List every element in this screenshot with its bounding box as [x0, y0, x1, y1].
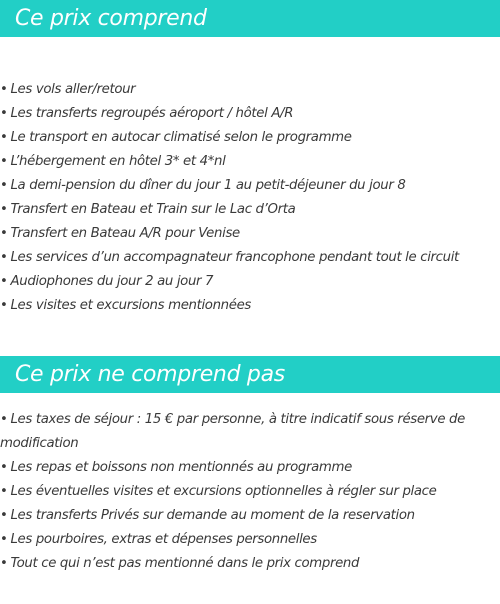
- list-item-text: Les éventuelles visites et excursions optionnelles à régler sur place: [10, 484, 437, 499]
- included-list: [0, 78, 500, 318]
- list-item-text: Les services d’un accompagnateur francophone pendant tout le circuit: [10, 250, 459, 265]
- list-item-text: Audiophones du jour 2 au jour 7: [10, 274, 214, 289]
- bullet-icon: •: [0, 202, 8, 217]
- bullet-icon: •: [0, 532, 8, 547]
- list-item-text: Les taxes de séjour : 15 € par personne, à titre indicatif sous réserve de modification: [0, 412, 465, 451]
- list-item-text: Transfert en Bateau et Train sur le Lac d’Orta: [10, 202, 296, 217]
- list-item-text: Les transferts regroupés aéroport / hôtel A/R: [10, 106, 294, 121]
- excluded-section: [0, 356, 500, 576]
- list-item: [0, 504, 500, 528]
- list-item: [0, 552, 500, 576]
- list-item: [0, 150, 500, 174]
- list-item-text: Transfert en Bateau A/R pour Venise: [10, 226, 240, 241]
- list-item: [0, 198, 500, 222]
- list-item: [0, 456, 500, 480]
- list-item-text: Les repas et boissons non mentionnés au programme: [10, 460, 352, 475]
- bullet-icon: •: [0, 154, 8, 169]
- excluded-list: [0, 408, 500, 576]
- list-item-text: L’hébergement en hôtel 3* et 4*nl: [10, 154, 226, 169]
- list-item: [0, 102, 500, 126]
- list-item: [0, 126, 500, 150]
- list-item-text: Tout ce qui n’est pas mentionné dans le prix comprend: [10, 556, 360, 571]
- list-item: [0, 78, 500, 102]
- list-item: [0, 174, 500, 198]
- list-item: [0, 294, 500, 318]
- list-item-text: Le transport en autocar climatisé selon le programme: [10, 130, 352, 145]
- list-item: [0, 528, 500, 552]
- bullet-icon: •: [0, 274, 8, 289]
- list-item-text: Les pourboires, extras et dépenses personnelles: [10, 532, 317, 547]
- bullet-icon: •: [0, 82, 8, 97]
- included-section-title: Ce prix comprend: [0, 0, 500, 37]
- bullet-icon: •: [0, 508, 8, 523]
- bullet-icon: •: [0, 178, 8, 193]
- list-item: [0, 246, 500, 270]
- list-item: [0, 408, 500, 456]
- list-item-text: La demi-pension du dîner du jour 1 au petit-déjeuner du jour 8: [10, 178, 406, 193]
- bullet-icon: •: [0, 250, 8, 265]
- list-item-text: Les vols aller/retour: [10, 82, 136, 97]
- bullet-icon: •: [0, 130, 8, 145]
- list-item: [0, 480, 500, 504]
- bullet-icon: •: [0, 226, 8, 241]
- bullet-icon: •: [0, 556, 8, 571]
- bullet-icon: •: [0, 412, 8, 427]
- excluded-section-title: Ce prix ne comprend pas: [0, 356, 500, 393]
- bullet-icon: •: [0, 106, 8, 121]
- bullet-icon: •: [0, 484, 8, 499]
- bullet-icon: •: [0, 460, 8, 475]
- bullet-icon: •: [0, 298, 8, 313]
- list-item-text: Les visites et excursions mentionnées: [10, 298, 251, 313]
- list-item: [0, 270, 500, 294]
- list-item: [0, 222, 500, 246]
- list-item-text: Les transferts Privés sur demande au moment de la reservation: [10, 508, 415, 523]
